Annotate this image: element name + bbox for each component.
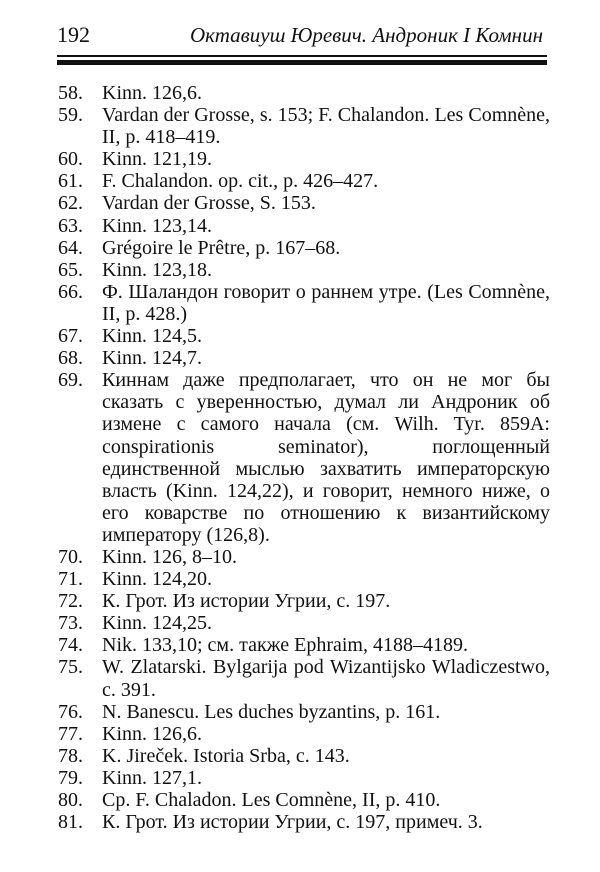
endnote-item (58, 546, 550, 568)
endnote-number: 67. (58, 325, 83, 348)
endnote-text: Kinn. 127,1. (102, 766, 202, 789)
endnote-item (58, 568, 550, 590)
endnote-item (58, 281, 550, 325)
endnote-text: К. Грот. Из истории Угрии, с. 197. (102, 590, 391, 613)
header-rule-thick (57, 60, 547, 65)
endnote-number: 70. (58, 545, 83, 568)
endnote-text: Kinn. 124,25. (102, 612, 212, 635)
endnote-item (58, 170, 550, 192)
endnote-number: 76. (58, 700, 83, 723)
endnote-number: 77. (58, 722, 83, 745)
endnote-item (58, 767, 550, 789)
endnote-number: 71. (58, 568, 83, 591)
endnote-text: Kinn. 124,20. (102, 568, 212, 591)
endnote-text: N. Banescu. Les duches byzantins, p. 161. (102, 700, 441, 723)
endnote-item (58, 701, 550, 723)
endnote-item (58, 82, 550, 104)
endnote-text: Kinn. 124,5. (102, 325, 202, 348)
endnote-number: 68. (58, 347, 83, 370)
endnote-number: 63. (58, 214, 83, 237)
endnote-number: 61. (58, 170, 83, 193)
endnote-item (58, 192, 550, 214)
endnote-item (58, 369, 550, 546)
endnote-item (58, 325, 550, 347)
endnote-text: Kinn. 123,18. (102, 258, 212, 281)
endnote-number: 80. (58, 789, 83, 811)
endnote-item (58, 215, 550, 237)
endnote-text: Kinn. 121,19. (102, 148, 212, 171)
endnote-item (58, 634, 550, 656)
endnote-number: 81. (58, 811, 83, 834)
endnotes-list (58, 82, 550, 833)
endnote-item (58, 656, 550, 700)
endnote-text: Kinn. 126,6. (102, 82, 202, 104)
endnote-number: 78. (58, 744, 83, 767)
running-head: Октавиуш Юревич. Андроник I Комнин (190, 23, 543, 47)
endnote-text: Grégoire le Prêtre, p. 167–68. (102, 236, 341, 259)
endnote-number: 60. (58, 148, 83, 171)
endnote-text: Kinn. 123,14. (102, 214, 212, 237)
endnote-text: W. Zlatarski. Bylgarija pod Wizantijsko Wladiczestwo, c. 391. (102, 656, 550, 701)
page-number: 192 (57, 22, 90, 47)
endnote-number: 65. (58, 258, 83, 281)
header-rule-thin (57, 55, 547, 57)
endnote-number: 72. (58, 590, 83, 613)
endnote-text: Vardan der Grosse, S. 153. (102, 192, 316, 215)
endnote-text: Vardan der Grosse, s. 153; F. Chalandon. Les Comnène, II, p. 418–419. (102, 104, 550, 149)
endnote-item (58, 104, 550, 148)
endnote-item (58, 811, 550, 833)
endnote-text: F. Chalandon. op. cit., p. 426–427. (102, 170, 379, 193)
endnote-number: 74. (58, 634, 83, 657)
endnote-item (58, 237, 550, 259)
endnote-item (58, 745, 550, 767)
endnote-text: Киннам даже предполагает, что он не мог бы сказать с уверенностью, думал ли Андроник об измене с самого начала (см. Wilh. Tyr. 859A: conspirationis seminator), поглощенный единственной мыслью захватить императорскую власть (Kinn. 124,22), и говорит, немного ниже, о его коварстве по отношению к византийскому императору (126,8). (102, 369, 550, 546)
endnote-item (58, 259, 550, 281)
endnote-text: Ф. Шаландон говорит о раннем утре. (Les Comnène, II, p. 428.) (102, 280, 550, 325)
endnote-item (58, 148, 550, 170)
endnote-number: 66. (58, 280, 83, 303)
endnote-text: Kinn. 124,7. (102, 347, 202, 370)
endnote-item (58, 723, 550, 745)
endnote-text: К. Грот. Из истории Угрии, с. 197, примеч. 3. (102, 811, 483, 834)
endnote-number: 62. (58, 192, 83, 215)
endnote-number: 73. (58, 612, 83, 635)
endnote-number: 75. (58, 656, 83, 679)
endnote-number: 69. (58, 369, 83, 392)
endnote-number: 64. (58, 236, 83, 259)
endnote-number: 59. (58, 104, 83, 127)
endnote-number: 79. (58, 766, 83, 789)
endnote-item (58, 590, 550, 612)
endnote-number: 58. (58, 82, 83, 104)
endnote-text: Kinn. 126,6. (102, 722, 202, 745)
endnote-text: Nik. 133,10; см. также Ephraim, 4188–4189. (102, 634, 468, 657)
endnote-text: Cp. F. Chaladon. Les Comnène, II, p. 410. (102, 789, 441, 811)
endnote-text: K. Jireček. Istoria Srba, c. 143. (102, 744, 350, 767)
endnote-item (58, 347, 550, 369)
endnote-text: Kinn. 126, 8–10. (102, 545, 237, 568)
endnote-item (58, 612, 550, 634)
endnote-item (58, 789, 550, 811)
